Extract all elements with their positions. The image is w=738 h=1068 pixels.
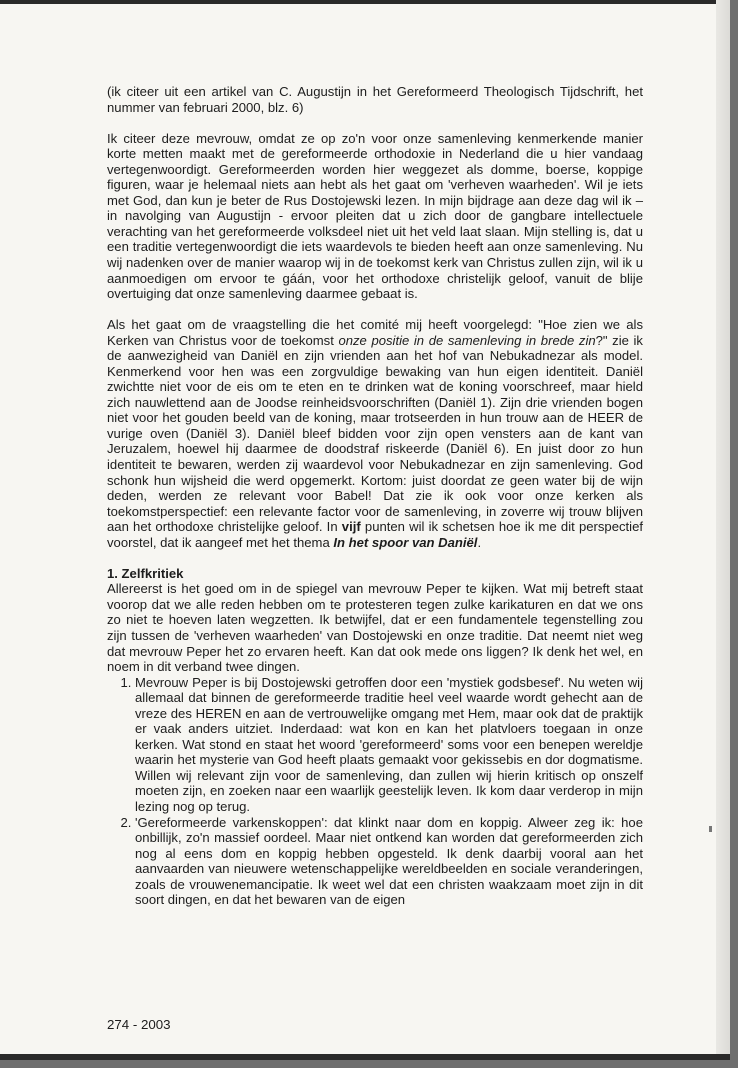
page-top-edge (0, 0, 730, 4)
list-item: 1. Mevrouw Peper is bij Dostojewski getroffen door een 'mystiek godsbesef'. Nu weten wij allemaal dat binnen de gereformeerde traditie heel veel waarde wordt gehecht aan de vreze des HEREN en aan de vertrouwelijke omgang met Hem, maar ook dat de praktijk er vaak anders uitziet. Inderdaad: wat kon en kan het platvloers toegaan in onze kerken. Wat stond en staat het woord 'gereformeerd' soms voor een benepen wereldje waarin het mysterie van God heeft plaats gemaakt voor gekissebis en dor dogmatisme. Willen wij relevant zijn voor de samenleving, dan zullen wij hierin kritisch op onszelf moeten zijn, en zoeken naar een waarlijk geestelijk leven. Ik kom daar verderop in mijn lezing nog op terug. (135, 675, 643, 815)
paragraph-2-italic: onze positie in de samenleving in brede zin (338, 332, 596, 348)
paragraph-2-text-a: Als het gaat om de vraagstelling die het comité mij heeft voorgelegd: "Hoe zien we als Kerken van Christus voor de toekomst (107, 317, 643, 348)
body-paragraph-1: Ik citeer deze mevrouw, omdat ze op zo'n voor onze samenleving kenmerkende manier korte metten maakt met de gereformeerde orthodoxie in Nederland die u hier vandaag vertegenwoordigt. Gereformeerden worden hier weggezet als domme, boerse, koppige figuren, waar je helemaal niets aan hebt als het gaat om 'verheven waarheden'. Wil je iets met God, dan kun je beter de Rus Dostojewski lezen. In mijn bijdrage aan deze dag wil ik – in navolging van Augustijn - ervoor pleiten dat u zich door de gangbare intellectuele verachting van het gereformeerde volksdeel niet uit het veld laat slaan. Mijn stelling is, dat u een traditie vertegenwoordigt die iets waardevols te bieden heeft aan onze samenleving. Nu wij nadenken over de manier waarop wij in de toekomst kerk van Christus zullen zijn, wil ik u aanmoedigen om ervoor te gáán, voor het orthodoxe christelijk geloof, vanuit de blije overtuiging dat onze samenleving daarmee gebaat is. (107, 130, 643, 302)
citation-paragraph: (ik citeer uit een artikel van C. Augustijn in het Gereformeerd Theologisch Tijdschrift, het nummer van februari 2000, blz. 6) (107, 84, 643, 115)
paragraph-2-text-c: punten wil ik schetsen hoe ik me dit perspectief voorstel, dat ik aangeef met het thema (107, 519, 644, 550)
article-body (107, 84, 643, 908)
page-right-edge (716, 0, 730, 1060)
theme-title: In het spoor van Daniël (333, 534, 478, 550)
list-item: 2. 'Gereformeerde varkenskoppen': dat klinkt naar dom en koppig. Alweer zeg ik: hoe onbillijk, zo'n massief oordeel. Maar niet ontkend kan worden dat gereformeerden zich nog al eens dom en koppig hebben opgesteld. Ik denk daarbij vooral aan het aanvaarden van nieuwere wetenschappelijke wereldbeelden en sociale veranderingen, zoals de vrouwenemancipatie. Ik weet wel dat een christen waakzaam moet zijn in dit soort dingen, en dat het bewaren van de eigen (135, 815, 643, 908)
section-heading: 1. Zelfkritiek (107, 565, 184, 581)
body-paragraph-3: Allereerst is het goed om in de spiegel van mevrouw Peper te kijken. Wat mij betreft staat voorop dat we alle reden hebben om te protesteren tegen zulke karikaturen en dat we ons zo niet te hoeven laten wegzetten. Ik betwijfel, dat er een fundamentele tegenstelling zou zijn tussen de 'verheven waarheden' van Dostojewski en onze traditie. Dat neemt niet weg dat mevrouw Peper het zo ervaren heeft. Kan dat ook mede ons liggen? Ik denk het wel, en noem in dit verband twee dingen. (107, 581, 643, 675)
paragraph-2-text-d: . (477, 534, 482, 550)
body-paragraph-2 (107, 317, 643, 550)
page-bottom-edge (0, 1054, 730, 1060)
numbered-list (107, 675, 643, 908)
paragraph-2-bold: vijf (341, 519, 361, 535)
paragraph-2-text-b: ?" zie ik de aanwezigheid van Daniël en zijn vrienden aan het hof van Nebukadnezar als model. Kenmerkend voor hen was een zorgvuldige bewaking van hun eigen identiteit. Daniël zwichtte niet voor de eis om te eten en te drinken wat de koning voorschreef, maar hield zich nauwlettend aan de Joodse reinheidsvoorschriften (Daniël 1). Zijn drie vrienden bogen niet voor het gouden beeld van de koning, maar trotseerden in hun trouw aan de HEER de vurige oven (Daniël 3). Daniël bleef bidden voor zijn open vensters aan de kant van Jeruzalem, hoewel hij daarmee de doodstraf riskeerde (Daniël 6). En juist door zo hun identiteit te bewaren, werden zij waardevol voor Nebukadnezar en zijn samenleving. God schonk hun wijsheid die werd opgemerkt. Kortom: juist doordat ze geen water bij de wijn deden, werden ze relevant voor Babel! Dat zie ik ook voor onze kerken als toekomstperspectief: een relevante factor voor de samenleving, in zoverre wij trouw blijven aan het orthodoxe christelijke geloof. In (107, 332, 643, 535)
page-footer: 274 - 2003 (107, 1017, 171, 1032)
margin-mark (709, 826, 712, 832)
